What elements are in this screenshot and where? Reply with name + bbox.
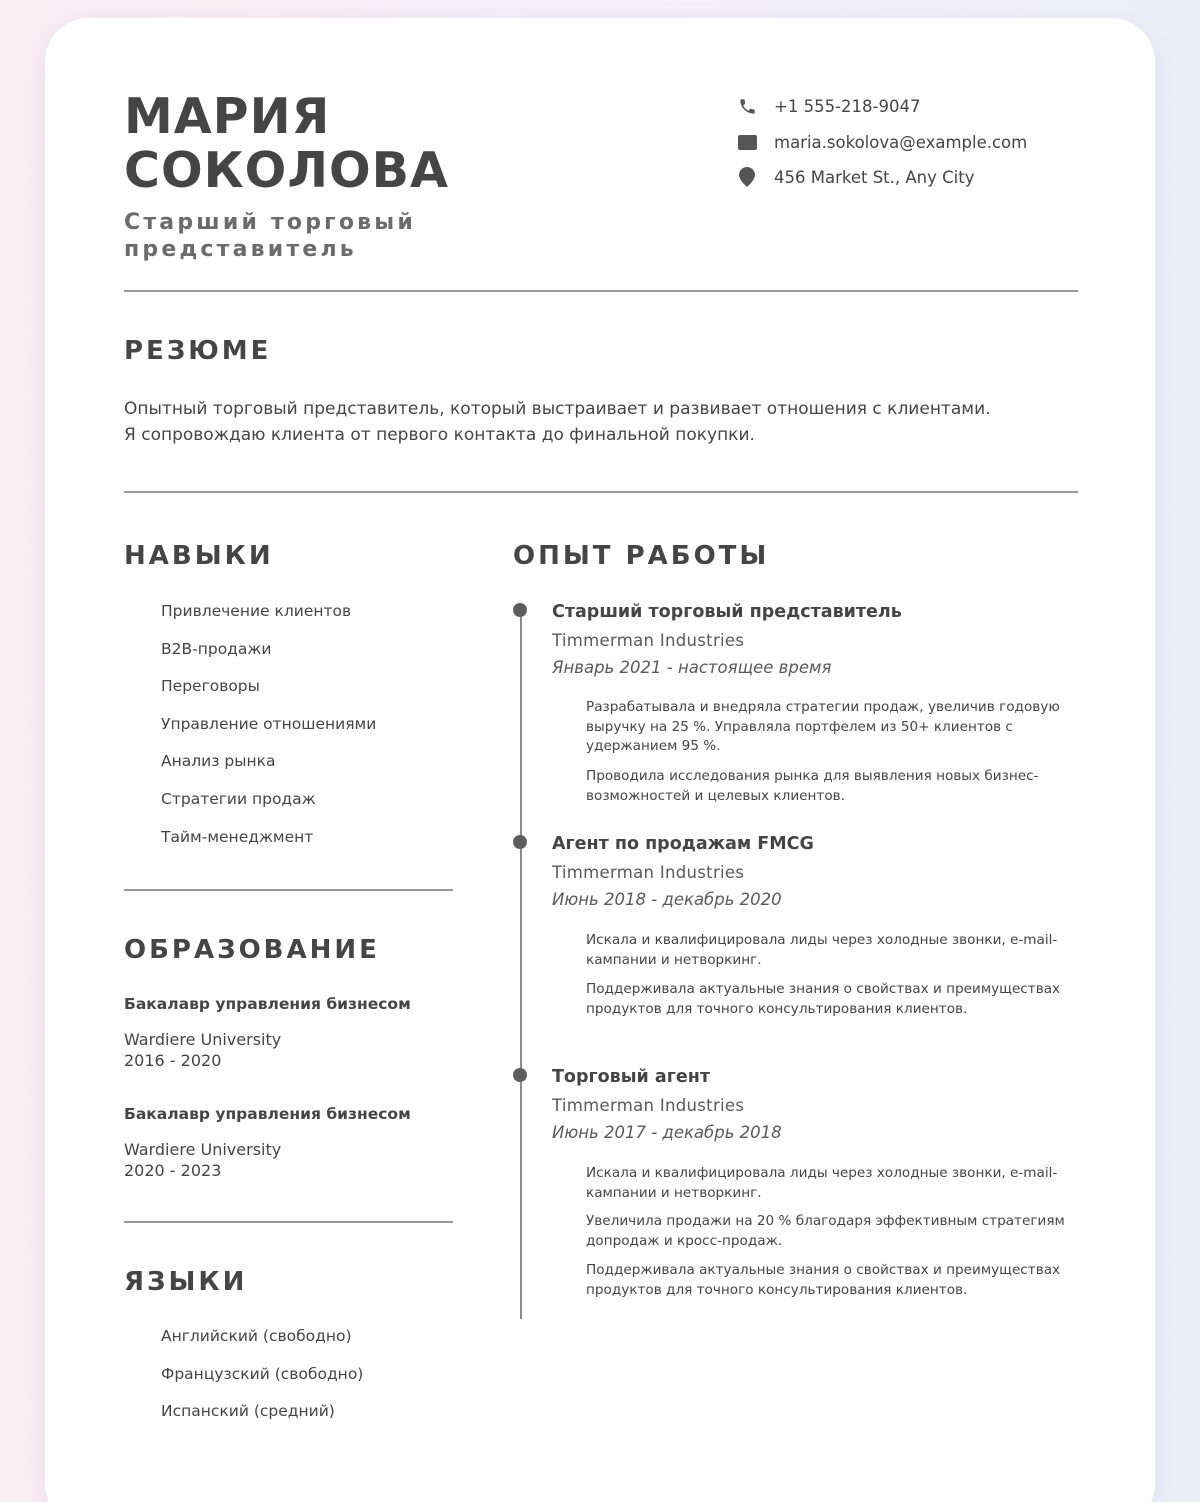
timeline-dot <box>513 835 527 849</box>
experience-heading: ОПЫТ РАБОТЫ <box>513 541 770 571</box>
envelope-icon <box>737 132 757 152</box>
job-bullet: Проводила исследования рынка для выявления новых бизнес-возможностей и целевых клиентов. <box>586 768 1039 804</box>
name-first: МАРИЯ <box>124 88 331 145</box>
email-text: maria.sokolova@example.com <box>774 132 1028 152</box>
role-line-2: представитель <box>124 237 357 262</box>
job-bullet: Увеличила продажи на 20 % благодаря эффективным стратегиям допродаж и кросс-продаж. <box>586 1213 1065 1249</box>
contact-phone[interactable] <box>737 93 920 119</box>
education-degree: Бакалавр управления бизнесом <box>124 1105 411 1123</box>
contact-address <box>737 164 974 190</box>
job-company: Timmerman Industries <box>552 1096 745 1115</box>
job-dates: Июнь 2017 - декабрь 2018 <box>552 1123 782 1142</box>
job-company: Timmerman Industries <box>552 863 745 882</box>
skills-heading: НАВЫКИ <box>124 541 274 571</box>
job-bullet: Искала и квалифицировала лиды через холодные звонки, e-mail-кампании и нетворкинг. <box>586 1165 1058 1201</box>
skill-item: Привлечение клиентов <box>161 602 352 620</box>
phone-icon <box>737 96 757 116</box>
role-line-1: Старший торговый <box>124 210 416 235</box>
job-title: Торговый агент <box>552 1067 710 1087</box>
job-bullet: Поддерживала актуальные знания о свойствах и преимуществах продуктов для точного консультирования клиентов. <box>586 981 1061 1017</box>
header-divider <box>124 290 1078 292</box>
job-dates: Июнь 2018 - декабрь 2020 <box>552 890 782 909</box>
education-divider <box>124 1221 453 1223</box>
candidate-name <box>124 90 449 198</box>
job-company: Timmerman Industries <box>552 631 745 650</box>
summary-divider <box>124 491 1078 493</box>
skills-divider <box>124 889 453 891</box>
timeline-dot <box>513 603 527 617</box>
job-dates: Январь 2021 - настоящее время <box>552 658 832 677</box>
education-school: Wardiere University <box>124 1140 282 1159</box>
job-bullet: Разрабатывала и внедряла стратегии продаж, увеличив годовую выручку на 25 %. Управляла портфелем из 50+ клиентов с удержанием 95 %. <box>586 699 1060 754</box>
skill-item: B2B-продажи <box>161 640 272 658</box>
address-text: 456 Market St., Any City <box>774 167 975 187</box>
timeline-dot <box>513 1068 527 1082</box>
education-years: 2020 - 2023 <box>124 1161 222 1180</box>
location-pin-icon <box>737 167 757 187</box>
name-last: СОКОЛОВА <box>124 142 449 199</box>
job-bullet: Искала и квалифицировала лиды через холодные звонки, e-mail-кампании и нетворкинг. <box>586 932 1058 968</box>
contact-email[interactable] <box>737 129 1027 155</box>
skill-item: Стратегии продаж <box>161 790 316 808</box>
candidate-role <box>124 209 416 263</box>
language-item: Английский (свободно) <box>161 1327 352 1345</box>
education-years: 2016 - 2020 <box>124 1051 222 1070</box>
education-heading: ОБРАЗОВАНИЕ <box>124 935 380 965</box>
job-title: Старший торговый представитель <box>552 602 902 622</box>
skill-item: Анализ рынка <box>161 752 276 770</box>
education-degree: Бакалавр управления бизнесом <box>124 995 411 1013</box>
skill-item: Тайм-менеджмент <box>161 828 314 846</box>
phone-text: +1 555-218-9047 <box>774 96 921 116</box>
timeline-line <box>520 604 522 1319</box>
skill-item: Переговоры <box>161 677 260 695</box>
summary-heading: РЕЗЮМЕ <box>124 336 272 366</box>
education-school: Wardiere University <box>124 1030 282 1049</box>
summary-text: Опытный торговый представитель, который выстраивает и развивает отношения с клиентами. Я сопровождаю клиента от первого контакта до финальной покупки. <box>124 399 991 445</box>
job-bullet: Поддерживала актуальные знания о свойствах и преимуществах продуктов для точного консультирования клиентов. <box>586 1262 1061 1298</box>
job-title: Агент по продажам FMCG <box>552 834 814 854</box>
skill-item: Управление отношениями <box>161 715 377 733</box>
languages-heading: ЯЗЫКИ <box>124 1267 248 1297</box>
language-item: Испанский (средний) <box>161 1402 335 1420</box>
language-item: Французский (свободно) <box>161 1365 364 1383</box>
